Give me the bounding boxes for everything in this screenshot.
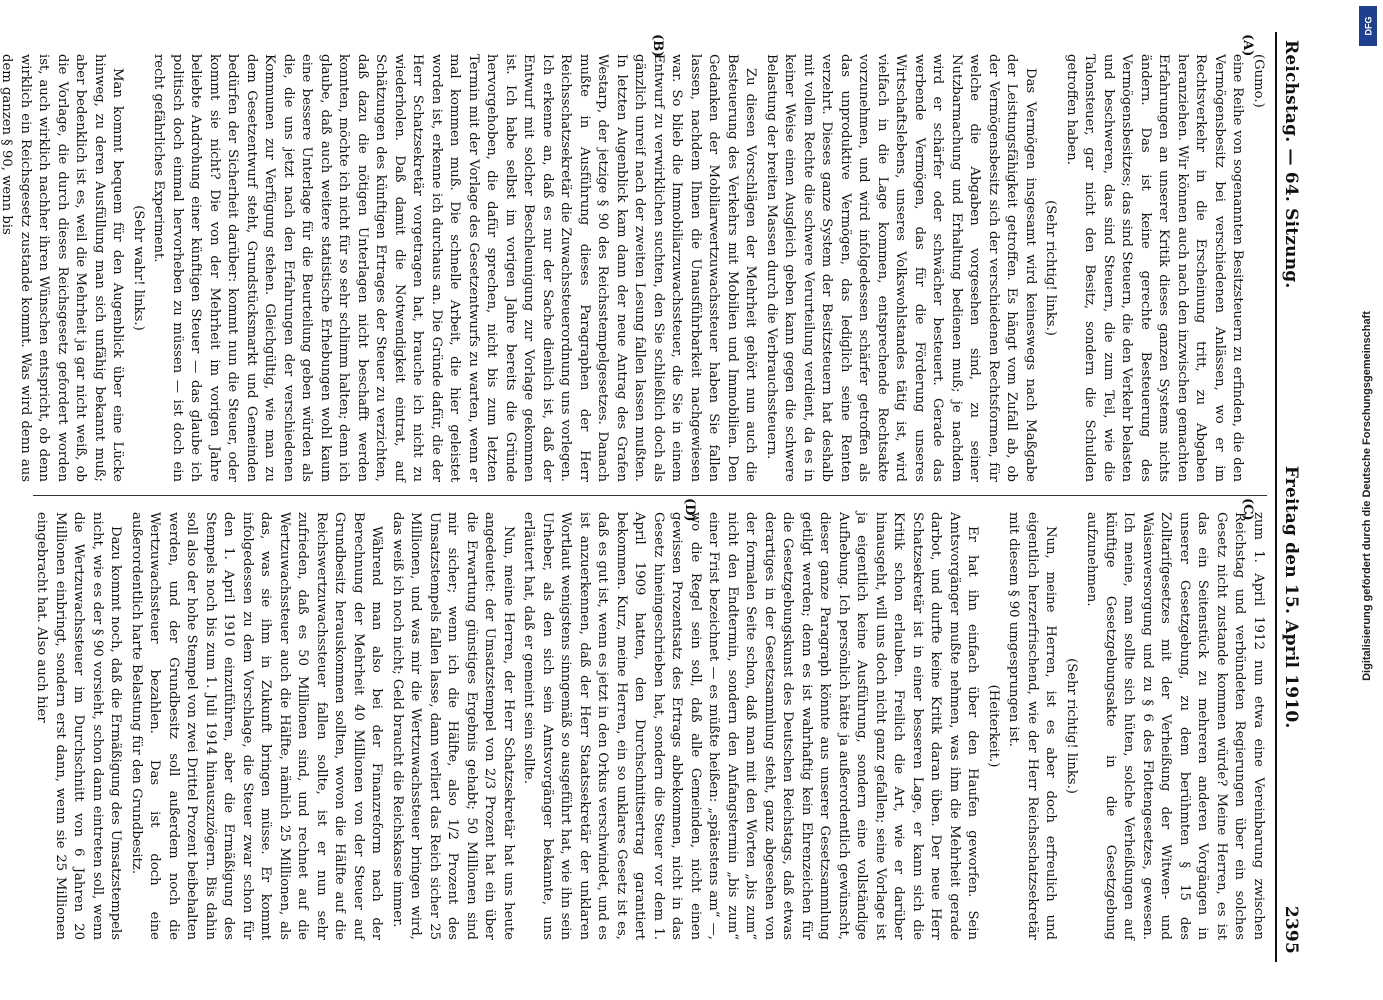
digitization-note-text: Digitalisierung gefördert durch die Deutsche Forschungsgemeinschaft bbox=[1361, 311, 1373, 681]
right-column bbox=[33, 512, 1267, 940]
margin-letter-a: (A) bbox=[1240, 34, 1255, 57]
dfg-logo-text: DFG bbox=[1363, 16, 1373, 36]
paragraph: Zu diesen Vorschlägen der Mehrheit gehört nun auch die Besteuerung des Verkehrs mit Mobilien und Immobilien. Den Gedanken der Mobiliarwertzuwachssteuer haben Sie fallen lassen, nachdem Ihnen die Unausführbarkeit nachgewiesen war. So blieb die Immobiliarzuwachssteuer, die Sie in einem Entwurf zu verwirklichen suchten, den Sie schließlich doch als gänzlich unreif nach der zweiten Lesung fallen lassen mußten. In letzten Augenblick kam dann der neue Antrag des Grafen Westarp, der jetzige § 90 des Reichsstempelgesetzes. Danach mußte in Ausführung dieses Paragraphen der Herr Reichsschatzsekretär die Zuwachssteuerordnung uns vorlegen. Ich erkenne an, daß es nur der Sache dienlich ist, daß der Entwurf mit solcher Beschleunigung zur Vorlage gekommen ist. Ich habe selbst im vorigen Jahre bereits die Gründe hervorgehoben, die dafür sprechen, nicht bis zum letzten Termin mit der Vorlage des Gesetzentwurfs zu warten, wenn er mal kommen muß. Die schnelle Arbeit, die hier geleistet worden ist, erkenne ich durchaus an. Die Gründe dafür, die der Herr Schatzsekretär vorgetragen hat, brauche ich nicht zu wiederholen. Daß damit die Notwendigkeit eintrat, auf Schätzungen des künftigen Ertrages der Steuer zu verzichten, daß dazu die nötigen Unterlagen nicht beschafft werden konnten, möchte ich nicht für so sehr schlimm halten; denn ich glaube, daß auch weitere statistische Erhebungen wohl kaum eine bessere Unterlage für die Beurteilung geben würden als die, die uns jetzt nach den Erfahrungen der verschiedenen Kommunen zur Verfügung stehen. Gleichgültig, wie man zu dem Gesetzentwurf steht, Grundstücksmarkt und Gemeinden bedürfen der Sicherheit darüber: kommt nun die Steuer, oder kommt sie nicht? Die von der Mehrheit im vorigen Jahre beliebte Androhung einer künftigen Steuer — das glaube ich politisch doch einmal hervorheben zu müssen — ist doch ein recht gefährliches Experiment. bbox=[151, 54, 759, 482]
margin-letter-b: (B) bbox=[650, 34, 665, 58]
running-head bbox=[1281, 40, 1311, 954]
column-divider bbox=[33, 495, 1267, 496]
paragraph: Man kommt bequem für den Augenblick über eine Lücke hinweg, zu deren Ausfüllung man sich unfähig bekannt muß; aber bedenklich ist es, weil die Mehrheit ja gar nicht weiß, ob die Vorlage, die durch dieses Reichsgesetz gefordert worden ist, auch wirklich nachher ihren Wünschen entspricht, ob denn wirklich ein Reichsgesetz zustande kommt. Was wird denn aus dem ganzen § 90, wenn bis bbox=[0, 54, 126, 482]
rotated-document-page bbox=[0, 32, 1317, 962]
paragraph: Das Vermögen insgesamt wird keineswegs nach Maßgabe der Leistungsfähigkeit getroffen. Es hängt vom Zufall ab, ob der Vermögensbesitz sich der verschiedenen Rechtsformen, für welche die Abgaben vorgesehen sind, zu seiner Nutzbarmachung und Erhaltung bedienen muß; je nachdem wird er schärfer oder schwächer besteuert. Gerade das werbende Vermögen, das für die Förderung unseres Wirtschaftslebens, unseres Volkswohlstandes tätig ist, wird vielfach in die Lage kommen, entsprechende Rechtsakte vorzunehmen, und wird infolgedessen schärfer getroffen als das unproduktive Vermögen, das lediglich seine Renten verzehrt. Dieses ganze System der Besitzsteuern hat deshalb mit vollem Rechte die schwere Verurteilung verdient, da es in keiner Weise einen Ausgleich geben kann gegen die schwere Belastung der breiten Massen durch die Verbrauchssteuern. bbox=[764, 54, 1038, 482]
interjection: (Heiterkeit.) bbox=[986, 684, 1001, 768]
interjection: (Sehr richtig! links.) bbox=[1043, 200, 1059, 336]
interjection: (Sehr wahr! links.) bbox=[131, 205, 146, 331]
header-rule bbox=[1275, 32, 1277, 962]
running-head-left: Reichstag. — 64. Sitzung. bbox=[1281, 40, 1301, 289]
paragraph: Nun, meine Herren, der Herr Schatzsekretär hat uns heute angedeutet: der Umsatzstempel von 2/3 Prozent hat ein über die Erwartung günstiges Ergebnis gehabt; 50 Millionen sind mir sicher; wenn ich die Hälfte, also 1/2 Prozent des Umsatzstempels fallen lasse, dann verliert das Reich sicher 25 Millionen, und was mir die Wertzuwachssteuer bringen wird, das weiß ich noch nicht; Geld braucht die Reichskasse immer. bbox=[390, 512, 516, 940]
paragraph: zum 1. April 1912 nun etwa eine Vereinbarung zwischen Reichstag und verbündeten Regierungen über ein solches Gesetz nicht zustande kommen würde? Meine Herren, es ist das ein Seitenstück zu mehreren anderen Vorgängen in unserer Gesetzgebung, zu dem berühmten § 15 des Zolltarifgesetzes mit der Verheißung der Witwen- und Waisenversorgung und zu § 6 des Flottengesetzes, gewesen. Ich meine, man sollte sich hüten, solche Verheißungen auf künftige Gesetzgebungsakte in die Gesetzgebung aufzunehmen. bbox=[1084, 512, 1266, 940]
digitization-note bbox=[1357, 16, 1377, 976]
running-head-date: Freitag den 15. April 1910. bbox=[1281, 465, 1301, 729]
paragraph: eine Reihe von sogenannten Besitzsteuern zu erfinden, die den Vermögensbesitz bei verschiedenen Anlässen, wo er im Rechtsverkehr in die Erscheinung tritt, zu Abgaben heranziehen. Wir können auch nach den inzwischen gemachten Erfahrungen an unserer Kritik dieses ganzen Systems nichts ändern. Das ist keine gerechte Besteuerung des Vermögensbesitzes; das sind Steuern, die den Verkehr belasten und beschweren, das sind Steuern, die zum Teil, wie die Talonsteuer, gar nicht den Besitz, sondern die Schulden getroffen haben. bbox=[1064, 54, 1246, 482]
paragraph: Nun, meine Herren, ist es aber doch erfreulich und eigentlich herzerfrischend, wie der Herr Reichsschatzsekretär mit diesem § 90 umgesprungen ist. bbox=[1006, 512, 1059, 940]
paragraph: Während man also bei der Finanzreform nach der Berechnung der Mehrheit 40 Millionen von der Steuer auf Grundbesitz herauskommen sollten, wovon die Hälfte auf die Reichswertzuwachssteuer fallen sollte, ist er nun sehr zufrieden, daß es 50 Millionen sind, und rechnet auf die Wertzuwachssteuer auch die Hälfte, nämlich 25 Millionen, als das, was sie ihm in Zukunft bringen müsse. Er kommt infolgedessen zu dem Vorschlage, die Steuer zwar schon für den 1. April 1910 einzuführen, aber die Ermäßigung des Stempels noch bis zum 1. Juli 1914 hinauszuzögern. Bis dahin soll also der hohe Stempel von zwei Drittel Prozent beibehalten werden, und der Grundbesitz soll außerdem noch die Wertzuwachssteuer bezahlen. Das ist doch eine außerordentlich harte Belastung für den Grundbesitz. bbox=[129, 512, 385, 940]
paragraph: Dazu kommt noch, daß die Ermäßigung des Umsatzstempels nicht, wie es der § 90 vorsieht, schon dann eintreten soll, wenn die Wertzuwachssteuer im Durchschnitt von 6 Jahren 20 Millionen einbringt, sondern erst dann, wenn sie 25 Millionen eingebracht hat. Also auch hier bbox=[34, 512, 124, 940]
paragraph: Er hat ihn einfach über den Haufen geworfen. Sein Amtsvorgänger mußte nehmen, was ihm die Mehrheit gerade darbot, und durfte keine Kritik daran üben. Der neue Herr Schatzsekretär ist in einer besseren Lage, er kann sich die Kritik schon erlauben. Freilich die Art, wie er darüber hinausgeht, will uns doch nicht ganz gefallen; seine Vorlage ist ja eigentlich keine Ausführung, sondern eine vollständige Aufhebung. Ich persönlich hätte ja außerordentlich gewünscht, dieser ganze Paragraph könnte aus unserer Gesetzsammlung getilgt werden; denn es ist wahrhaftig kein Ehrenzeichen für die Gesetzgebungskunst des Deutschen Reichstags, daß etwas derartiges in der Gesetzsammlung steht, ganz abgesehen von der formalen Seite schon, daß man mit den Worten „bis zum“ nicht den Endtermin, sondern den Anfangstermin „bis zum“ einer Frist bezeichnet — es müßte heißen: „spätestens am“ —, wo die Regel sein soll, daß alle Gemeinden, nicht einen gewissen Prozentsatz des Ertrags abbekommen, nicht in das Gesetz hineingeschrieben hat, sondern die Steuer vor dem 1. April 1909 hatten, den Durchschnittsertrag garantiert bekommen. Kurz, meine Herren, ein so unklares Gesetz ist es, daß es gut ist, wenn es jetzt in den Orkus verschwindet, und es ist anzuerkennen, daß der Herr Staatssekretär der unklaren Wortlaut wenigstens sinngemäß so ausgeführt hat, wie ihn sein Urheber, als den sich sein Amtsvorgänger bekannte, uns erläutert hat, daß er gemeint sein sollte. bbox=[521, 512, 981, 940]
speaker-continuation: (Gumo.) bbox=[1251, 54, 1266, 108]
page-number: 2395 bbox=[1281, 905, 1301, 954]
margin-letter-c: (C) bbox=[1240, 498, 1255, 521]
margin-letter-d: (D) bbox=[682, 498, 697, 522]
left-column bbox=[0, 54, 1267, 482]
interjection: (Sehr richtig! links.) bbox=[1064, 658, 1079, 794]
